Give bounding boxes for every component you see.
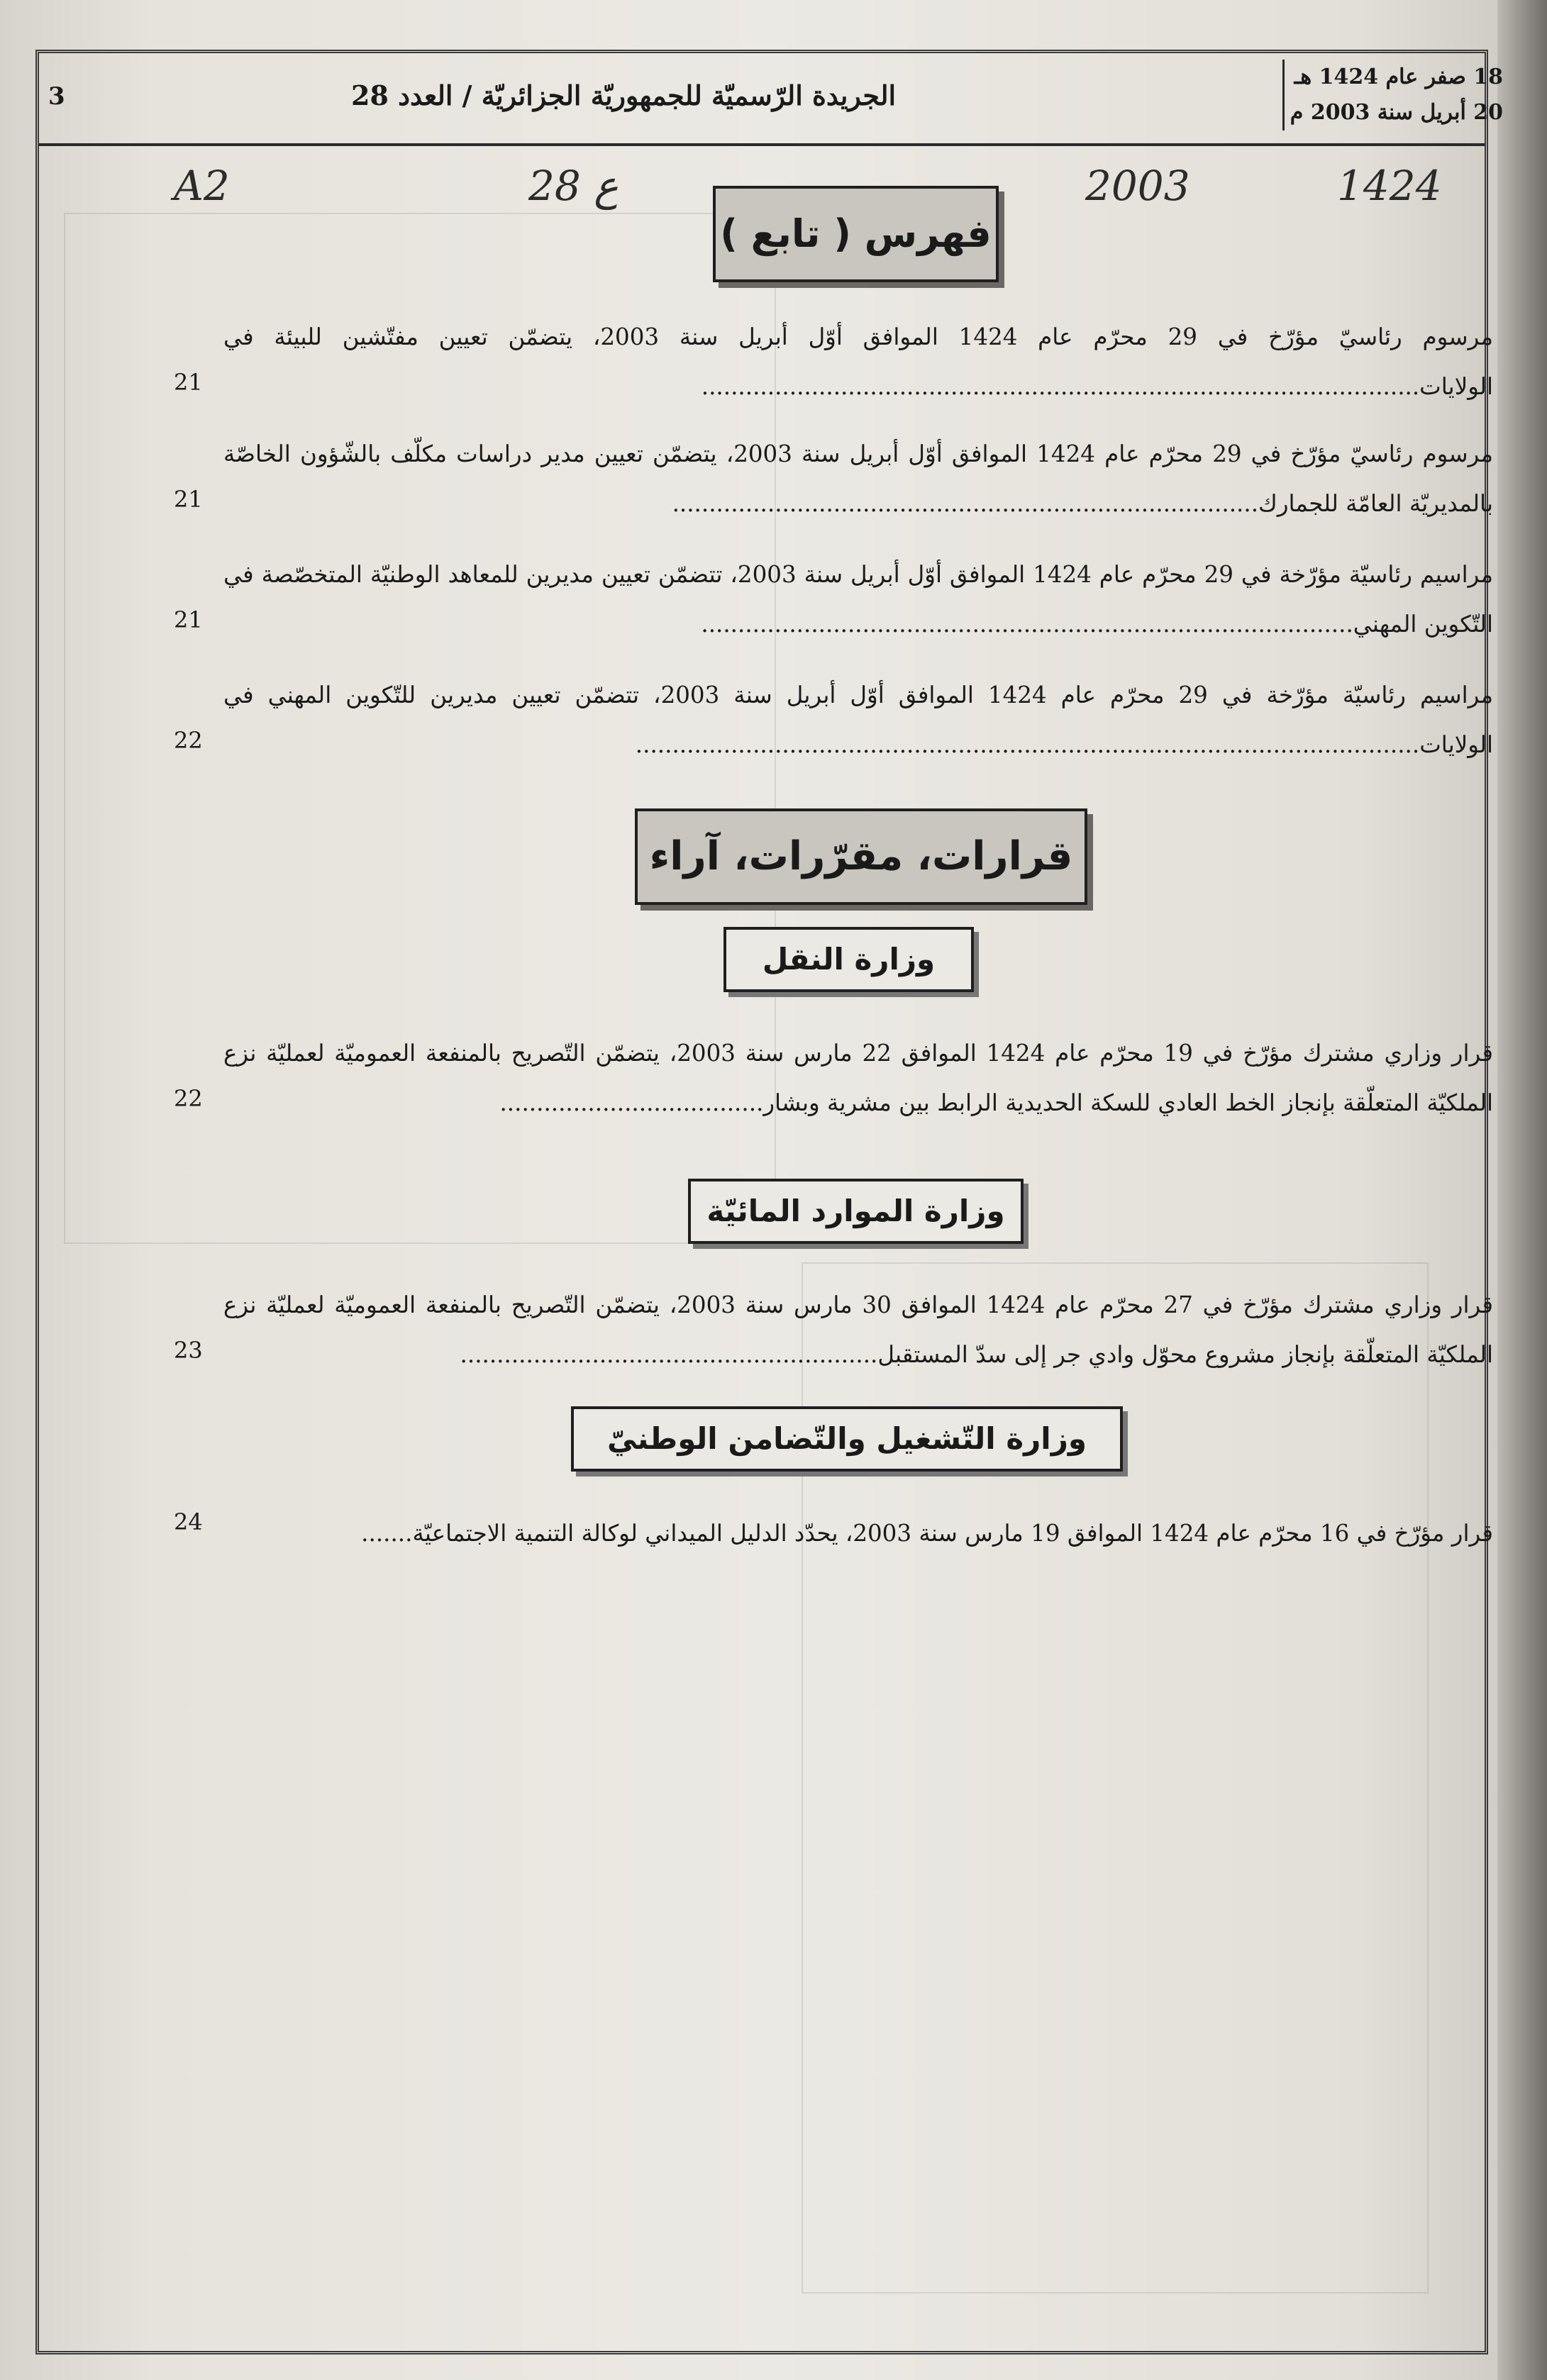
handwritten-code: A2: [174, 162, 230, 210]
handwritten-year: 2003: [1085, 162, 1190, 210]
entry-page: 22: [174, 727, 203, 754]
entry-page: 22: [174, 1085, 203, 1112]
entry-page: 21: [174, 486, 203, 513]
entry-page: 23: [174, 1337, 203, 1364]
handwritten-hijri-year: 1424: [1337, 162, 1442, 210]
entry-text: قرار وزاري مشترك مؤرّخ في 19 محرّم عام 1424 الموافق 22 مارس سنة 2003، يتضمّن التّصريح بالمنفعة العموميّة لعمليّة نزع الملكيّة المتعلّقة بإنجاز الخط العادي للسكة الحديدية الرابط بين مشرية وبشار....................................: [223, 1040, 1494, 1116]
ministry-transport-title: وزارة النقل: [723, 927, 974, 992]
issue-date: [1282, 60, 1503, 130]
date-gregorian: 20 أبريل سنة 2003 م: [1290, 100, 1503, 125]
entry-text: مرسوم رئاسيّ مؤرّخ في 29 محرّم عام 1424 الموافق أوّل أبريل سنة 2003، يتضمّن تعيين مدير دراسات مكلّف بالشّؤون الخاصّة بالمديريّة العامّة للجمارك................................................................................: [223, 440, 1494, 517]
entry-text: مراسيم رئاسيّة مؤرّخة في 29 محرّم عام 1424 الموافق أوّل أبريل سنة 2003، تتضمّن تعيين مديرين للتّكوين المهني في الولايات...........................................................................................................: [223, 682, 1494, 758]
page-number: 3: [48, 82, 65, 111]
page-edge-shadow: [1497, 0, 1547, 2380]
index-entry: [96, 1508, 1493, 1558]
entry-text: قرار مؤرّخ في 16 محرّم عام 1424 الموافق 19 مارس سنة 2003، يحدّد الدليل الميداني لوكالة التنمية الاجتماعيّة.......: [361, 1520, 1493, 1547]
index-title: فهرس ( تابع ): [713, 186, 999, 282]
decisions-title: قرارات، مقرّرات، آراء: [635, 808, 1087, 905]
ministry-water-title: وزارة الموارد المائيّة: [688, 1179, 1024, 1244]
index-entry: [96, 550, 1493, 649]
entry-page: 21: [174, 606, 203, 633]
handwritten-issue: 28 ع: [528, 162, 619, 210]
entry-text: مرسوم رئاسيّ مؤرّخ في 29 محرّم عام 1424 الموافق أوّل أبريل سنة 2003، يتضمّن تعيين مفتّشين للبيئة في الولايات..................................................................................................: [223, 323, 1494, 400]
index-entry: [96, 312, 1493, 411]
index-entry: [96, 670, 1493, 769]
entry-text: مراسيم رئاسيّة مؤرّخة في 29 محرّم عام 1424 الموافق أوّل أبريل سنة 2003، تتضمّن تعيين مديرين للمعاهد الوطنيّة المتخصّصة في التّكوين المهني.........................................................................................: [223, 561, 1493, 638]
index-entry: [96, 1280, 1493, 1379]
header-rule: [39, 143, 1485, 146]
entry-page: 21: [174, 369, 203, 396]
entry-text: قرار وزاري مشترك مؤرّخ في 27 محرّم عام 1424 الموافق 30 مارس سنة 2003، يتضمّن التّصريح بالمنفعة العموميّة لعمليّة نزع الملكيّة المتعلّقة بإنجاز مشروع محوّل وادي جر إلى سدّ المستقبل.........................................................: [223, 1291, 1494, 1368]
date-hijri: 18 صفر عام 1424 هـ: [1294, 65, 1503, 89]
ministry-employment-title: وزارة التّشغيل والتّضامن الوطنيّ: [571, 1406, 1123, 1472]
journal-title: الجريدة الرّسميّة للجمهوريّة الجزائريّة / العدد 28: [351, 79, 897, 111]
entry-page: 24: [174, 1508, 203, 1535]
index-entry: [96, 429, 1493, 528]
index-entry: [96, 1028, 1493, 1128]
